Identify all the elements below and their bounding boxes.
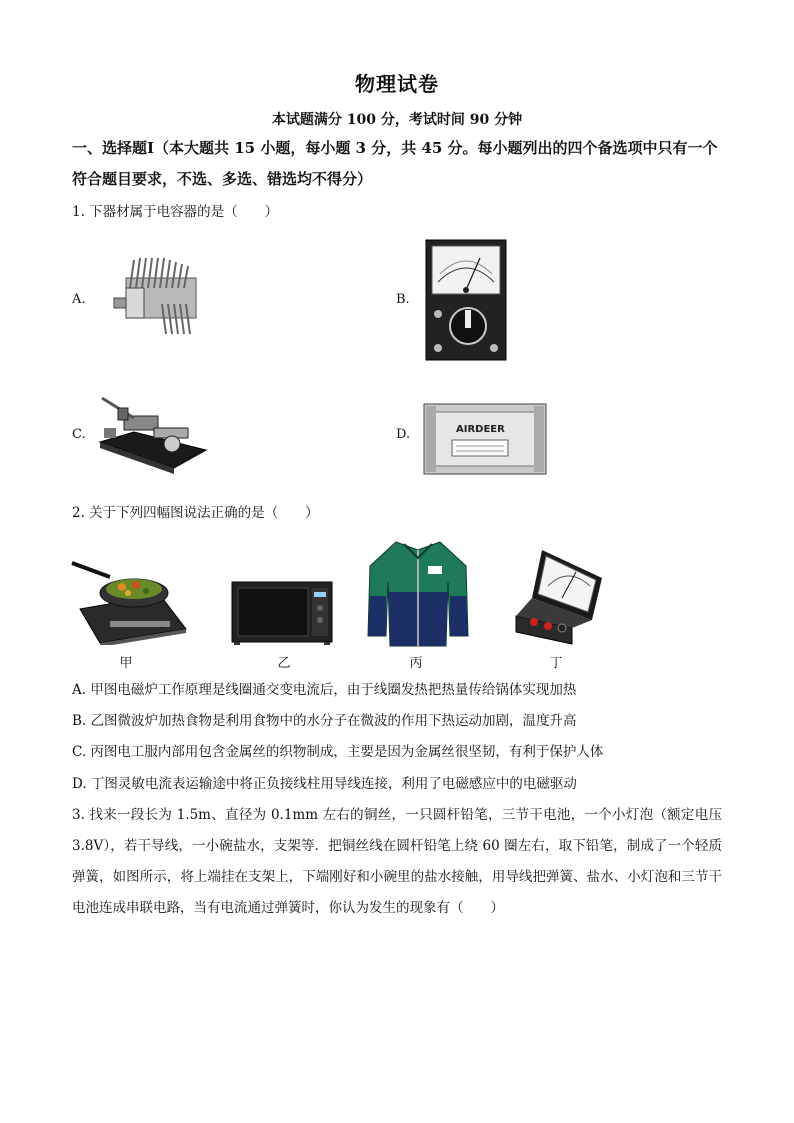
q1-option-d-label: D. bbox=[396, 427, 411, 442]
question-1-stem: 1. 下器材属于电容器的是（ ） bbox=[72, 204, 279, 220]
work-jacket-image bbox=[366, 536, 470, 648]
variable-capacitor-image bbox=[106, 248, 210, 344]
q2-option-b: B. 乙图微波炉加热食物是利用食物中的水分子在微波的作用下热运动加剧，温度升高 bbox=[72, 713, 577, 729]
galvanometer-image bbox=[512, 548, 604, 646]
q1-option-b-label: B. bbox=[396, 292, 410, 307]
q2-option-c: C. 丙图电工服内部用包含金属丝的织物制成，主要是因为金属丝很坚韧，有利于保护人体 bbox=[72, 744, 604, 760]
section-heading: 一、选择题Ⅰ（本大题共 15 小题，每小题 3 分，共 45 分。每小题列出的四个备选项中只有一个符合题目要求，不选、多选、错选均不得分） bbox=[72, 139, 718, 188]
capacitor-box-image bbox=[422, 402, 548, 476]
multimeter-image bbox=[424, 238, 508, 362]
q2-caption-jia: 甲 bbox=[119, 656, 133, 671]
q2-caption-bing: 丙 bbox=[409, 656, 423, 671]
knife-switch-image bbox=[94, 388, 210, 474]
q2-option-d: D. 丁图灵敏电流表运输途中将正负接线柱用导线连接，利用了电磁感应中的电磁驱动 bbox=[72, 776, 577, 792]
microwave-oven-image bbox=[230, 578, 334, 646]
exam-subtitle: 本试题满分 100 分，考试时间 90 分钟 bbox=[271, 112, 523, 128]
q2-option-a: A. 甲图电磁炉工作原理是线圈通交变电流后，由于线圈发热把热量传给锅体实现加热 bbox=[72, 682, 577, 698]
q1-option-a-label: A. bbox=[72, 292, 86, 307]
q1-option-c-label: C. bbox=[72, 427, 86, 442]
question-3-text: 3. 找来一段长为 1.5m、直径为 0.1mm 左右的铜丝，一只圆杆铅笔，三节干电池，一个小灯泡（额定电压 3.8V），若干导线，一小碗盐水，支架等．把铜丝线在圆杆铅笔上绕 60 圈左右，取下铅笔，制成了一个轻质弹簧，如图所示，将上端挂在支架上，下端刚好和小碗里的盐水接触，用导线把弹簧、盐水、小灯泡和三节干电池连成串联电路，当有电流通过弹簧时，你认为发生的现象有（ ） bbox=[72, 807, 722, 916]
q2-caption-yi: 乙 bbox=[277, 656, 291, 671]
q2-caption-ding: 丁 bbox=[549, 656, 563, 671]
question-2-stem: 2. 关于下列四幅图说法正确的是（ ） bbox=[72, 505, 319, 521]
airdeer-brand-text: AIRDEER bbox=[456, 424, 505, 435]
induction-cooker-image bbox=[70, 555, 188, 645]
page-title: 物理试卷 bbox=[355, 72, 439, 96]
